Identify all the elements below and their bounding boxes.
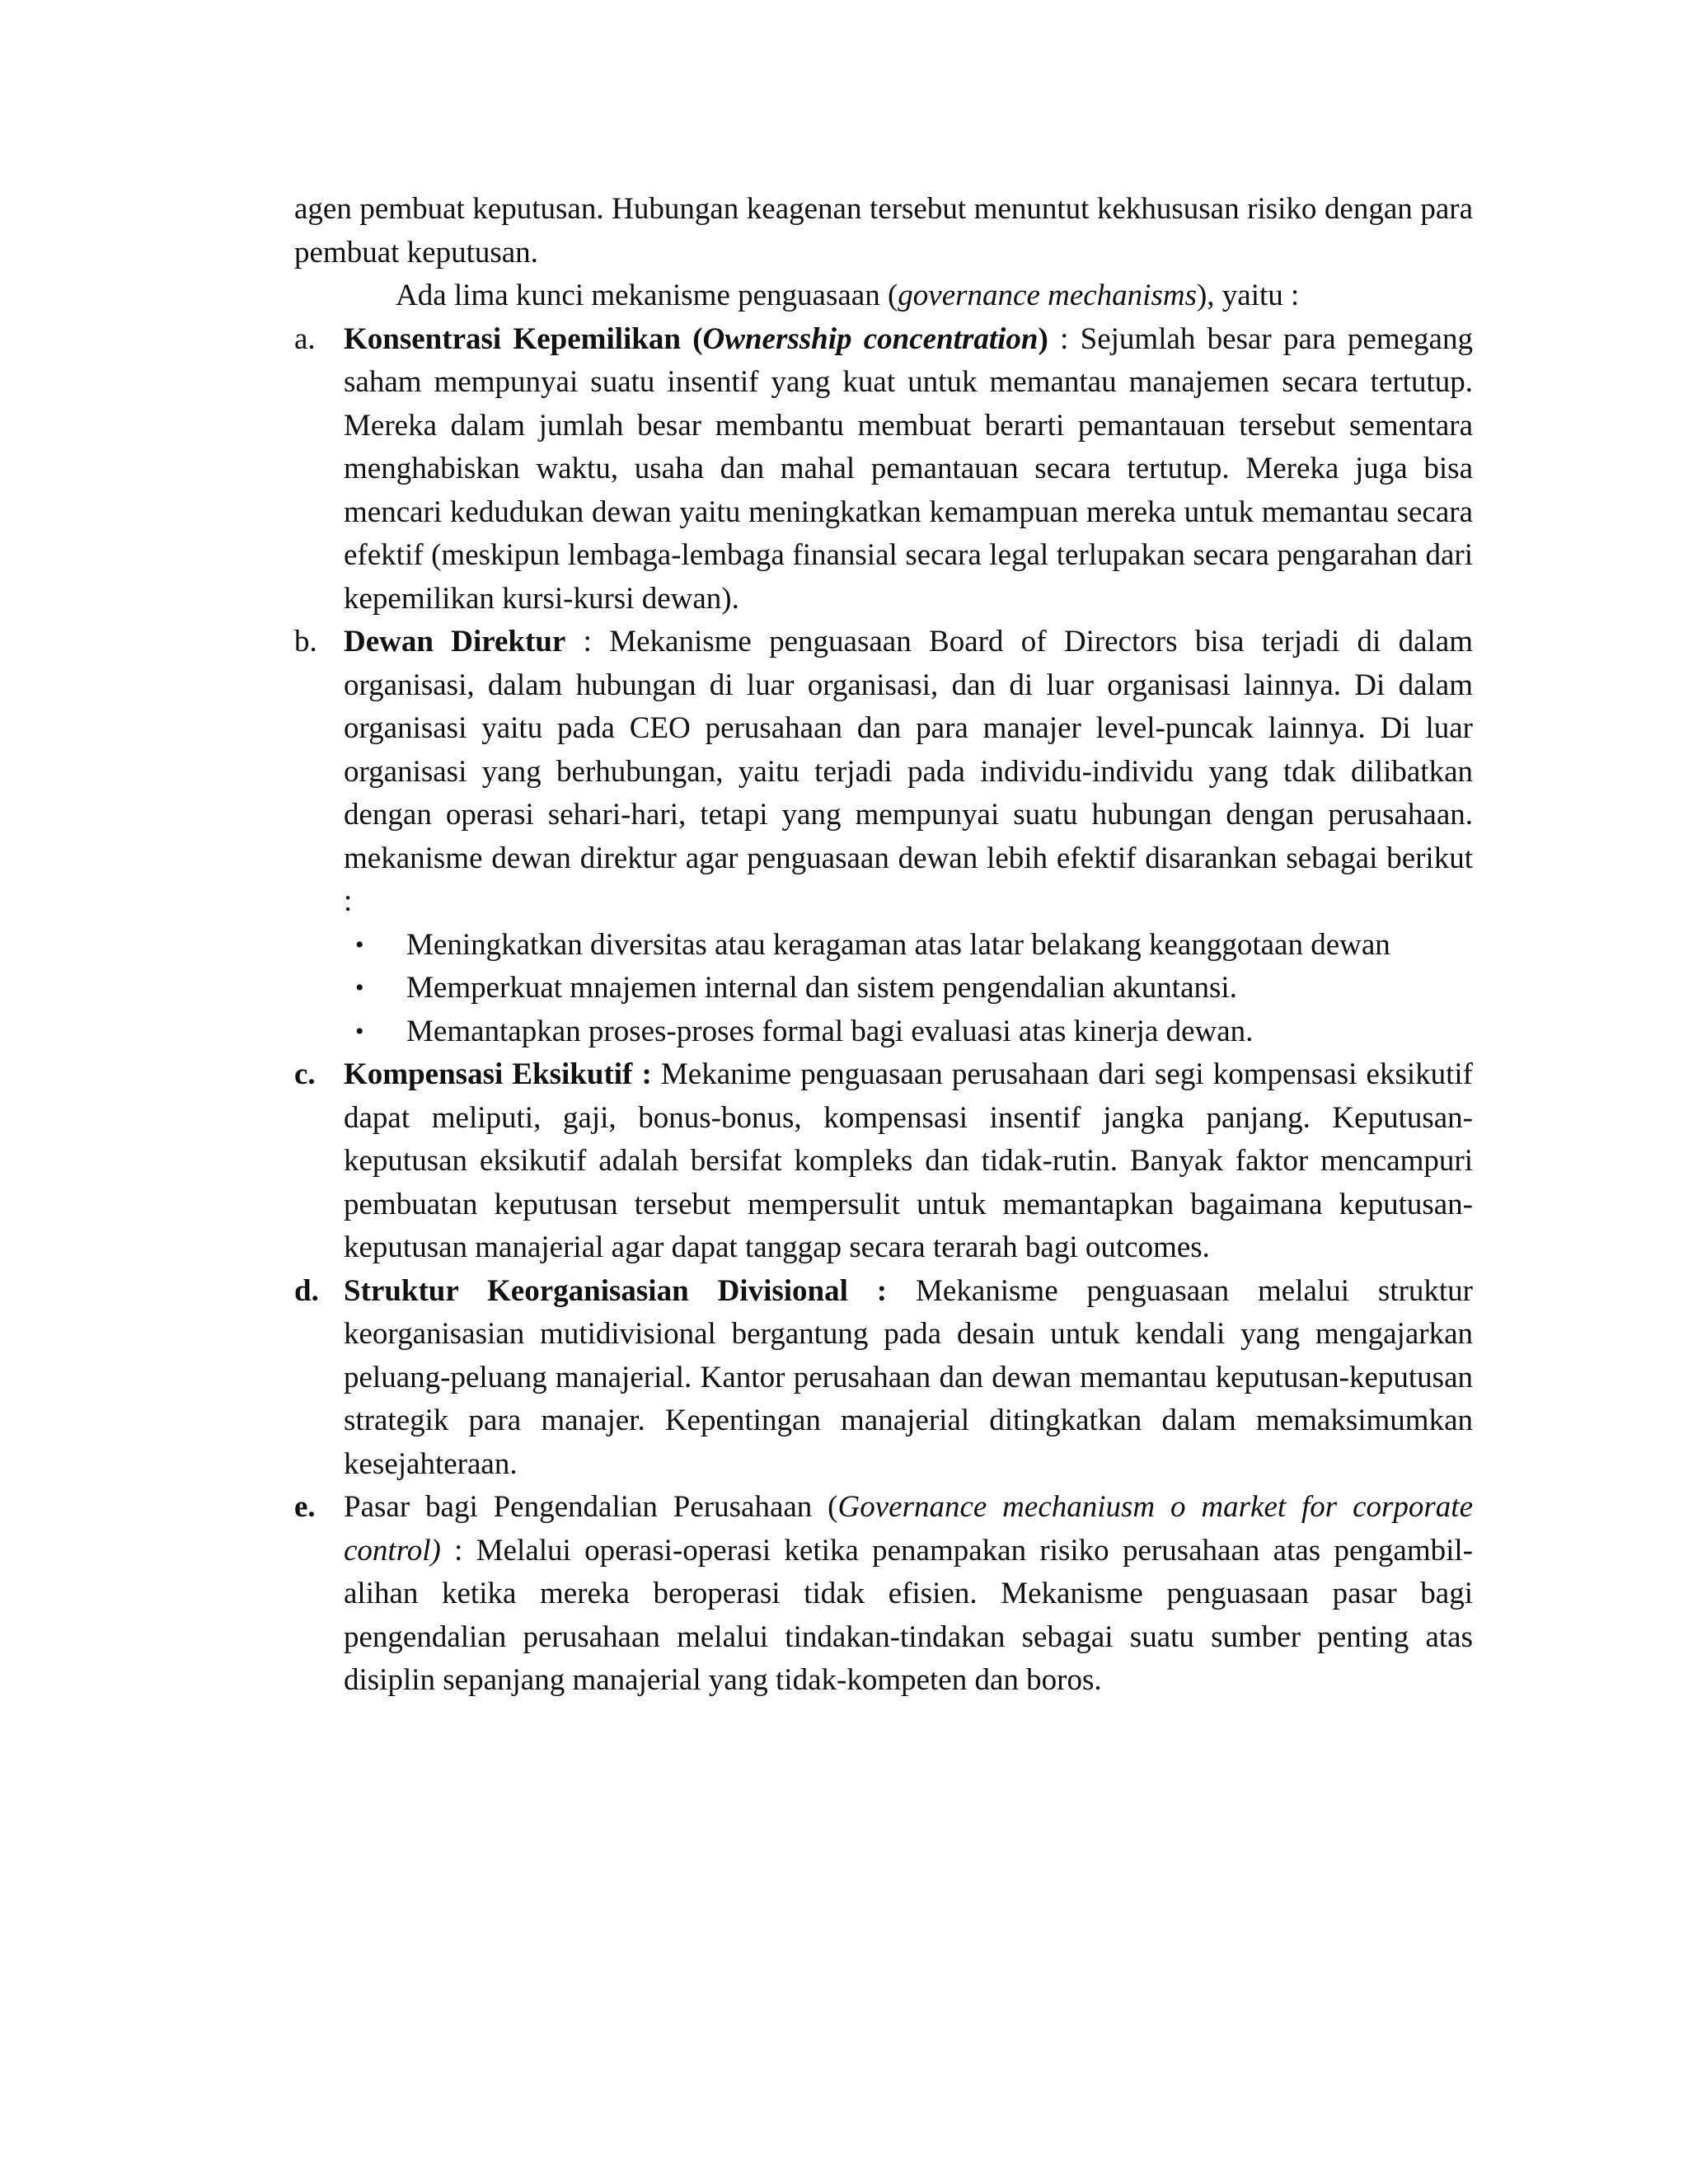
item-e-italic-term: Governance mechaniusm o market for corporate control) bbox=[344, 1490, 1474, 1568]
item-a-body: : Sejumlah besar para pemegang saham mempunyai suatu insentif yang kuat untuk memantau manajemen secara tertutup. Mereka dalam jumlah besar membantu membuat berarti pemantauan tersebut sementara menghabiskan waktu, usaha dan mahal pemantauan secara tertutup. Mereka juga bisa mencari kedudukan dewan yaitu meningkatkan kemampuan mereka untuk memantau secara efektif (meskipun lembaga-lembaga finansial secara legal terlupakan secara pengarahan dari kepemilikan kursi-kursi dewan). bbox=[344, 321, 1473, 616]
bullet-text: Memantapkan proses-proses formal bagi evaluasi atas kinerja dewan. bbox=[406, 1014, 1254, 1048]
list-item-e bbox=[294, 1486, 1473, 1703]
term-dewan-direktur: Dewan Direktur bbox=[344, 625, 566, 658]
bullet-text: Meningkatkan diversitas atau keragaman atas latar belakang keanggotaan dewan bbox=[406, 927, 1390, 962]
bullet-text: Memperkuat mnajemen internal dan sistem pengendalian akuntansi. bbox=[406, 971, 1237, 1005]
list-marker-c: c. bbox=[294, 1057, 316, 1091]
list-marker-a: a. bbox=[294, 321, 316, 356]
list-item-d bbox=[294, 1270, 1473, 1487]
document-page bbox=[294, 188, 1473, 1703]
bullet-icon: • bbox=[355, 1017, 364, 1045]
term-text: Konsentrasi Kepemilikan ( bbox=[344, 321, 703, 356]
list-item-c bbox=[294, 1053, 1473, 1270]
intro-paragraph bbox=[294, 188, 1473, 274]
term-ownership-concentration bbox=[344, 322, 1048, 356]
term-text-end: ) bbox=[1038, 321, 1048, 356]
lead-in-text-end: ), yaitu : bbox=[1196, 279, 1300, 312]
lead-in-italic-term: governance mechanisms bbox=[898, 279, 1197, 312]
bullet-icon: • bbox=[355, 974, 364, 1001]
list-marker-b: b. bbox=[294, 625, 317, 658]
list-marker-d: d. bbox=[294, 1273, 319, 1308]
term-struktur-keorganisasian: Struktur Keorganisasian Divisional : bbox=[344, 1273, 888, 1308]
bullet-item bbox=[344, 967, 1473, 1010]
bullet-item bbox=[344, 1010, 1473, 1054]
item-c-body: Mekanime penguasaan perusahaan dari segi kompensasi eksikutif dapat meliputi, gaji, bonus-bonus, kompensasi insentif jangka panjang. Keputusan-keputusan eksikutif adalah bersifat kompleks dan tidak-rutin. Banyak faktor mencampuri pembuatan keputusan tersebut mempersulit untuk memantapkan bagaimana keputusan-keputusan manajerial agar dapat tanggap secara terarah bagi outcomes. bbox=[344, 1057, 1473, 1264]
bullet-item bbox=[344, 924, 1473, 968]
item-b-body: : Mekanisme penguasaan Board of Directors bisa terjadi di dalam organisasi, dalam hubungan di luar organisasi, dan di luar organisasi lainnya. Di dalam organisasi yaitu pada CEO perusahaan dan para manajer level-puncak lainnya. Di luar organisasi yang berhubungan, yaitu terjadi pada individu-individu yang tdak dilibatkan dengan operasi sehari-hari, tetapi yang mempunyai suatu hubungan dengan perusahaan. mekanisme dewan direktur agar penguasaan dewan lebih efektif disarankan sebagai berikut : bbox=[344, 625, 1474, 918]
item-e-body: : Melalui operasi-operasi ketika penampakan risiko perusahaan atas pengambil-alihan ketika mereka beroperasi tidak efisien. Mekanisme penguasaan pasar bagi pengendalian perusahaan melalui tindakan-tindakan sebagai suatu sumber penting atas disiplin sepanjang manajerial yang tidak-kompeten dan boros. bbox=[344, 1533, 1473, 1697]
bullet-list bbox=[294, 924, 1473, 1054]
bullet-icon: • bbox=[355, 930, 364, 958]
list-item-a bbox=[294, 318, 1473, 621]
list-marker-e: e. bbox=[294, 1490, 316, 1524]
term-italic: Ownersship concentration bbox=[702, 321, 1039, 356]
term-kompensasi-eksikutif: Kompensasi Eksikutif : bbox=[344, 1057, 652, 1091]
lead-in-paragraph bbox=[294, 274, 1473, 318]
item-e-lead: Pasar bagi Pengendalian Perusahaan ( bbox=[344, 1490, 838, 1524]
list-item-b bbox=[294, 621, 1473, 924]
intro-text: agen pembuat keputusan. Hubungan keagenan tersebut menuntut kekhususan risiko dengan para pembuat keputusan. bbox=[294, 192, 1473, 269]
item-d-body: Mekanisme penguasaan melalui struktur keorganisasian mutidivisional bergantung pada desain untuk kendali yang mengajarkan peluang-peluang manajerial. Kantor perusahaan dan dewan memantau keputusan-keputusan strategik para manajer. Kepentingan manajerial ditingkatkan dalam memaksimumkan kesejahteraan. bbox=[344, 1273, 1473, 1481]
lead-in-text: Ada lima kunci mekanisme penguasaan ( bbox=[396, 279, 898, 312]
